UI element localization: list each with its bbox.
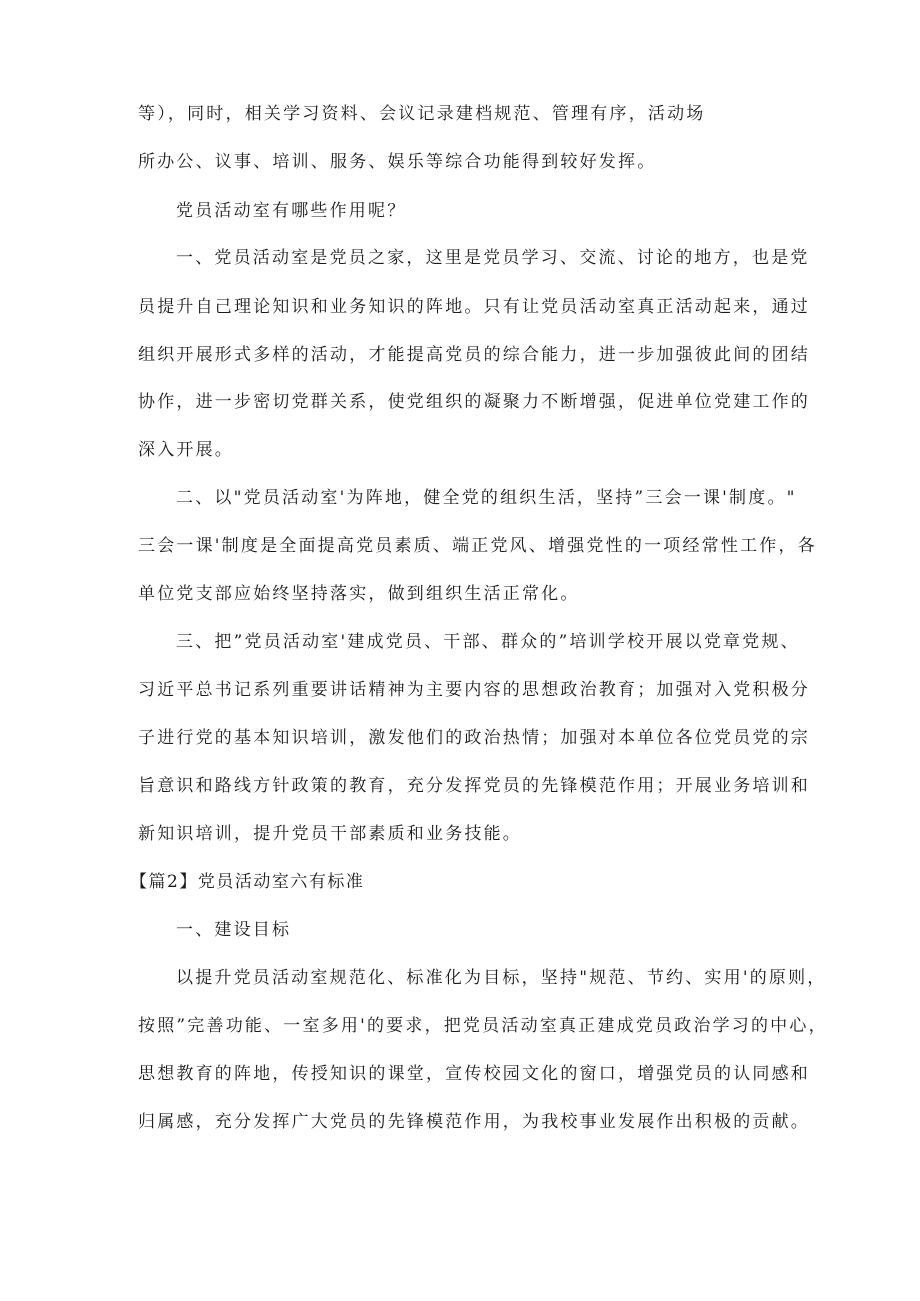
text-line: 旨意识和路线方针政策的教育，充分发挥党员的先锋模范作用；开展业务培训和 — [138, 776, 810, 796]
text-line: 三会一课'制度是全面提高党员素质、端正党风、增强党性的一项经常性工作，各 — [138, 536, 817, 556]
text-line: 三、把”党员活动室'建成党员、干部、群众的”培训学校开展以党章党规、 — [176, 632, 800, 652]
text-line: 一、建设目标 — [176, 920, 292, 940]
text-line: 子进行党的基本知识培训，激发他们的政治热情；加强对本单位各位党员党的宗 — [138, 728, 810, 748]
text-line: 按照”完善功能、一室多用'的要求，把党员活动室真正建成党员政治学习的中心， — [138, 1016, 828, 1036]
text-line: 单位党支部应始终坚持落实，做到组织生活正常化。 — [138, 584, 580, 604]
text-line: 思想教育的阵地，传授知识的课堂，宣传校园文化的窗口，增强党员的认同感和 — [138, 1064, 810, 1084]
text-line: 组织开展形式多样的活动，才能提高党员的综合能力，进一步加强彼此间的团结 — [138, 345, 810, 365]
text-line: 一、党员活动室是党员之家，这里是党员学习、交流、讨论的地方，也是党 — [176, 248, 810, 268]
text-line: 习近平总书记系列重要讲话精神为主要内容的思想政治教育；加强对入党积极分 — [138, 680, 810, 700]
text-line: 员提升自己理论知识和业务知识的阵地。只有让党员活动室真正活动起来，通过 — [138, 297, 810, 317]
text-line: 以提升党员活动室规范化、标准化为目标，坚持"规范、节约、实用'的原则， — [176, 968, 827, 988]
text-line: 所办公、议事、培训、服务、娱乐等综合功能得到较好发挥。 — [138, 152, 657, 172]
text-line: 二、以"党员活动室'为阵地，健全党的组织生活，坚持”三会一课'制度。" — [176, 488, 797, 508]
text-line: 新知识培训，提升党员干部素质和业务技能。 — [138, 824, 522, 844]
section-heading: 【篇2】党员活动室六有标准 — [130, 872, 365, 892]
text-line: 协作，进一步密切党群关系，使党组织的凝聚力不断增强，促进单位党建工作的 — [138, 392, 810, 412]
text-line: 党员活动室有哪些作用呢？ — [176, 201, 407, 221]
text-line: 等），同时，相关学习资料、会议记录建档规范、管理有序，活动场 — [138, 104, 706, 124]
text-line: 深入开展。 — [138, 440, 234, 460]
text-line: 归属感，充分发挥广大党员的先锋模范作用，为我校事业发展作出积极的贡献。 — [138, 1112, 810, 1132]
